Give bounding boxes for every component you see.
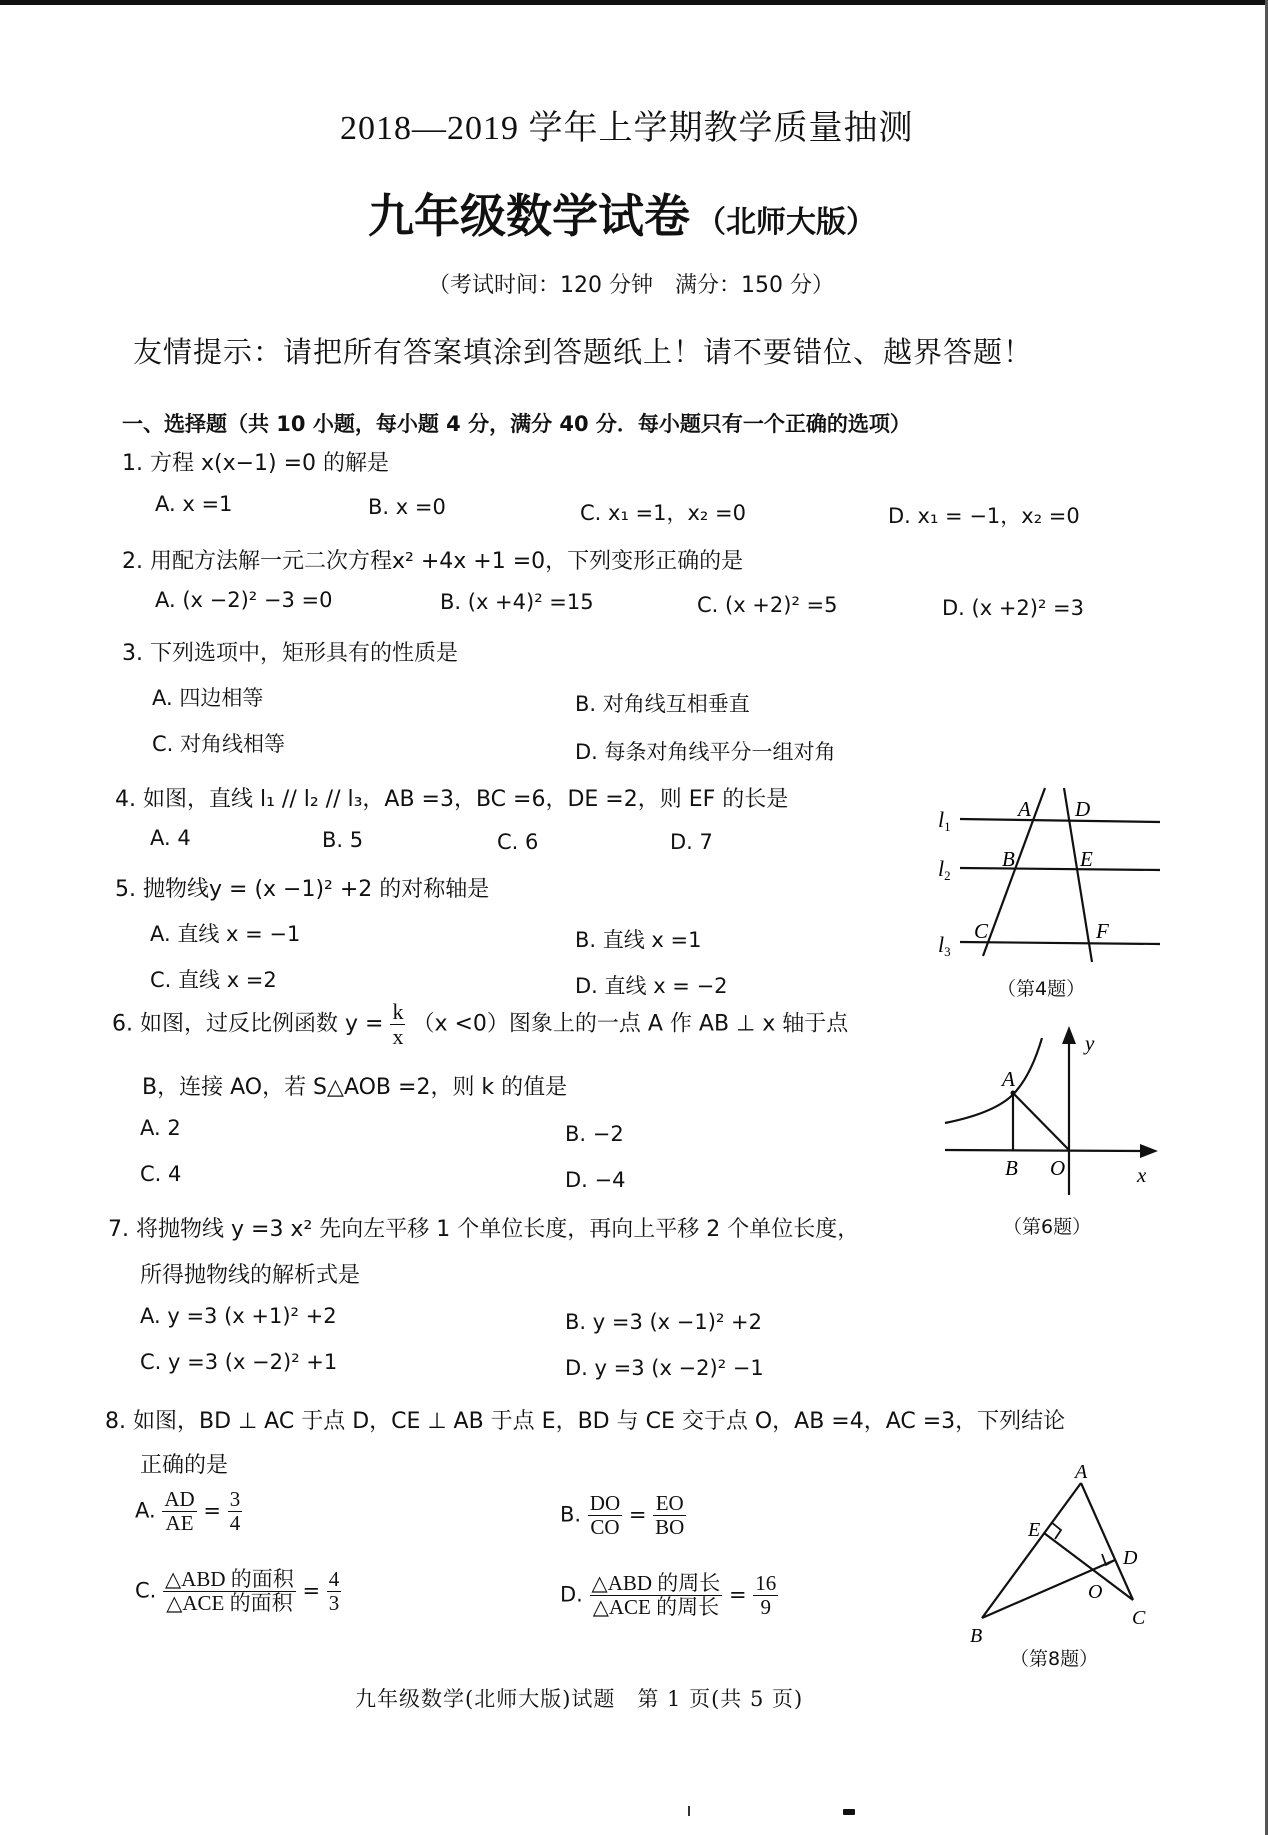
question-text: 如图，过反比例函数 y = [140, 1011, 384, 1037]
equals-sign: = [302, 1578, 321, 1603]
page-footer: 九年级数学(北师大版)试题 第 1 页(共 5 页) [355, 1687, 804, 1711]
q3-option-a[interactable]: A. 四边相等 [152, 686, 264, 710]
label-c: C [1132, 1607, 1146, 1629]
figure-q8-caption: （第8题） [1010, 1648, 1099, 1670]
right-angle-e [1051, 1522, 1061, 1539]
fraction-denominator: x [392, 1024, 404, 1050]
exam-year-line: 2018—2019 学年上学期教学质量抽测 [340, 110, 914, 147]
fraction-right [228, 1488, 243, 1535]
friendly-tip: 友情提示：请把所有答案填涂到答题纸上！请不要错位、越界答题！ [133, 335, 1034, 369]
label-o: O [1050, 1156, 1066, 1180]
q6-option-d[interactable]: D. −4 [565, 1168, 626, 1192]
line-l1 [960, 819, 1160, 822]
fraction-left [590, 1572, 723, 1619]
figure-q6-caption: （第6题） [1003, 1216, 1092, 1238]
transversal-ac [983, 788, 1045, 956]
section-heading: 一、选择题（共 10 小题，每小题 4 分，满分 40 分．每小题只有一个正确的选项） [122, 412, 911, 436]
label-e: E [1080, 847, 1093, 871]
figure-q8-triangle [960, 1450, 1160, 1650]
q1-option-b[interactable]: B. x =0 [368, 495, 446, 519]
fraction-right [327, 1568, 342, 1615]
x-axis-arrow [1140, 1144, 1158, 1158]
edition-label: （北师大版） [696, 205, 876, 240]
numerator: EO [653, 1492, 686, 1516]
q8-option-d[interactable] [560, 1572, 778, 1619]
question-text: 抛物线y = (x −1)² +2 的对称轴是 [143, 877, 490, 902]
question-8-stem [105, 1404, 1065, 1435]
question-number: 8. [105, 1409, 126, 1434]
figure-q4-svg [930, 780, 1180, 980]
label-d: D [1075, 797, 1091, 821]
question-7-stem-line2: 所得抛物线的解析式是 [140, 1263, 361, 1288]
fraction-left [163, 1568, 296, 1615]
q7-option-b[interactable]: B. y =3 (x −1)² +2 [565, 1310, 762, 1334]
question-number: 2. [122, 549, 143, 574]
q4-option-b[interactable]: B. 5 [322, 828, 364, 852]
denominator: BO [655, 1515, 685, 1540]
question-2-stem [122, 544, 743, 575]
numerator: △ABD 的周长 [591, 1571, 721, 1595]
question-number: 1. [122, 451, 143, 476]
option-label: A. [135, 1498, 156, 1523]
denominator: AE [165, 1511, 194, 1536]
denominator: 3 [328, 1591, 340, 1616]
line-l2 [960, 868, 1160, 870]
figure-q8-svg [960, 1450, 1160, 1650]
question-1-stem [122, 446, 389, 477]
q3-option-b[interactable]: B. 对角线互相垂直 [575, 692, 750, 716]
question-text: 方程 x(x−1) =0 的解是 [150, 451, 390, 476]
q6-option-a[interactable]: A. 2 [140, 1116, 181, 1140]
figure-q6-svg [940, 1020, 1170, 1210]
question-5-stem [115, 872, 489, 903]
denominator: △ACE 的周长 [592, 1595, 720, 1620]
equals-sign: = [203, 1498, 221, 1523]
denominator: 4 [229, 1511, 241, 1536]
label-b: B [970, 1625, 983, 1647]
q4-option-c[interactable]: C. 6 [497, 830, 539, 854]
x-axis [945, 1150, 1145, 1151]
question-6-stem [112, 1000, 848, 1049]
label-a: A [1018, 797, 1031, 821]
q3-option-c[interactable]: C. 对角线相等 [152, 732, 286, 756]
q7-option-a[interactable]: A. y =3 (x +1)² +2 [140, 1304, 337, 1328]
question-7-stem [108, 1212, 859, 1243]
label-y: y [1085, 1031, 1095, 1055]
question-number: 6. [112, 1011, 133, 1037]
fraction-left [588, 1492, 622, 1539]
numerator: 4 [328, 1567, 340, 1591]
hyperbola-curve [945, 1038, 1042, 1123]
equals-sign: = [628, 1502, 647, 1527]
question-number: 4. [115, 787, 136, 812]
numerator: DO [589, 1491, 621, 1515]
q1-option-d[interactable]: D. x₁ = −1，x₂ =0 [888, 504, 1080, 528]
point-a [1011, 1091, 1016, 1096]
label-l2: l2 [938, 856, 951, 883]
q7-option-c[interactable]: C. y =3 (x −2)² +1 [140, 1350, 338, 1374]
q2-option-c[interactable]: C. (x +2)² =5 [697, 593, 838, 617]
label-d: D [1123, 1547, 1138, 1569]
equals-sign: = [728, 1582, 747, 1607]
numerator: △ABD 的面积 [165, 1567, 294, 1591]
q3-option-d[interactable]: D. 每条对角线平分一组对角 [575, 740, 836, 764]
q2-option-b[interactable]: B. (x +4)² =15 [440, 590, 594, 614]
q7-option-d[interactable]: D. y =3 (x −2)² −1 [565, 1356, 764, 1380]
numerator: AD [164, 1487, 195, 1511]
label-l1: l1 [938, 807, 951, 834]
denominator: CO [590, 1515, 620, 1540]
question-number: 3. [122, 641, 143, 666]
fraction-right [753, 1572, 778, 1619]
label-e: E [1028, 1519, 1041, 1541]
fraction-k-over-x [390, 1000, 405, 1049]
scan-border-top [0, 0, 1268, 5]
question-text: （x <0）图象上的一点 A 作 AB ⊥ x 轴于点 [412, 1011, 849, 1037]
q4-option-a[interactable]: A. 4 [150, 826, 191, 850]
figure-q4-parallel-lines [930, 780, 1180, 980]
question-6-stem-line2: B，连接 AO，若 S△AOB =2，则 k 的值是 [142, 1075, 568, 1100]
segment-ao [1013, 1093, 1069, 1150]
question-number: 7. [108, 1217, 129, 1242]
title-text: 九年级数学试卷 [368, 189, 690, 243]
q5-option-a[interactable]: A. 直线 x = −1 [150, 922, 301, 946]
q5-option-b[interactable]: B. 直线 x =1 [575, 928, 702, 952]
q5-option-d[interactable]: D. 直线 x = −2 [575, 974, 728, 998]
denominator: △ACE 的面积 [166, 1591, 293, 1616]
question-text: 用配方法解一元二次方程x² +4x +1 =0，下列变形正确的是 [150, 549, 744, 574]
label-o: O [1088, 1581, 1103, 1603]
fraction-numerator: k [392, 999, 404, 1024]
q5-option-c[interactable]: C. 直线 x =2 [150, 968, 277, 992]
question-text: 下列选项中，矩形具有的性质是 [150, 641, 459, 666]
question-3-stem [122, 636, 458, 667]
q6-option-b[interactable]: B. −2 [565, 1122, 624, 1146]
question-8-stem-line2: 正确的是 [140, 1453, 229, 1478]
q1-option-a[interactable]: A. x =1 [155, 492, 233, 516]
question-text: 如图，BD ⊥ AC 于点 D，CE ⊥ AB 于点 E，BD 与 CE 交于点 O，AB =4，AC =3，下列结论 [133, 1409, 1066, 1434]
fraction-right [653, 1492, 686, 1539]
label-a: A [1002, 1067, 1015, 1091]
scan-mark [843, 1809, 855, 1815]
q8-option-a[interactable] [135, 1488, 242, 1535]
question-number: 5. [115, 877, 136, 902]
q2-option-d[interactable]: D. (x +2)² =3 [942, 596, 1085, 620]
label-a: A [1075, 1461, 1088, 1483]
q8-option-c[interactable] [135, 1568, 341, 1615]
fraction-left [162, 1488, 196, 1535]
question-text: 将抛物线 y =3 x² 先向左平移 1 个单位长度，再向上平移 2 个单位长度， [136, 1217, 860, 1242]
scan-mark [688, 1806, 690, 1816]
q6-option-c[interactable]: C. 4 [140, 1162, 182, 1186]
numerator: 16 [755, 1571, 777, 1595]
label-x: x [1137, 1163, 1147, 1187]
question-4-stem [115, 782, 788, 813]
denominator: 9 [760, 1595, 772, 1620]
label-l3: l3 [938, 932, 951, 959]
numerator: 3 [229, 1487, 241, 1511]
page-title [368, 180, 876, 246]
q1-option-c[interactable]: C. x₁ =1，x₂ =0 [580, 501, 746, 525]
question-text: 如图，直线 l₁ // l₂ // l₃，AB =3，BC =6，DE =2，则 EF 的长是 [143, 787, 789, 812]
figure-q4-caption: （第4题） [997, 978, 1086, 1000]
option-label: D. [560, 1582, 583, 1607]
label-f: F [1096, 919, 1109, 943]
q8-option-b[interactable] [560, 1492, 686, 1539]
exam-info: （考试时间：120 分钟 满分：150 分） [428, 273, 834, 298]
label-b: B [1002, 847, 1015, 871]
q4-option-d[interactable]: D. 7 [670, 830, 713, 854]
label-b: B [1005, 1156, 1018, 1180]
option-label: C. [135, 1578, 157, 1603]
q2-option-a[interactable]: A. (x −2)² −3 =0 [155, 588, 333, 612]
line-l3 [960, 942, 1160, 944]
y-axis-arrow [1062, 1026, 1076, 1044]
label-c: C [974, 919, 989, 943]
figure-q6-inverse-function [940, 1020, 1170, 1210]
option-label: B. [560, 1502, 582, 1527]
